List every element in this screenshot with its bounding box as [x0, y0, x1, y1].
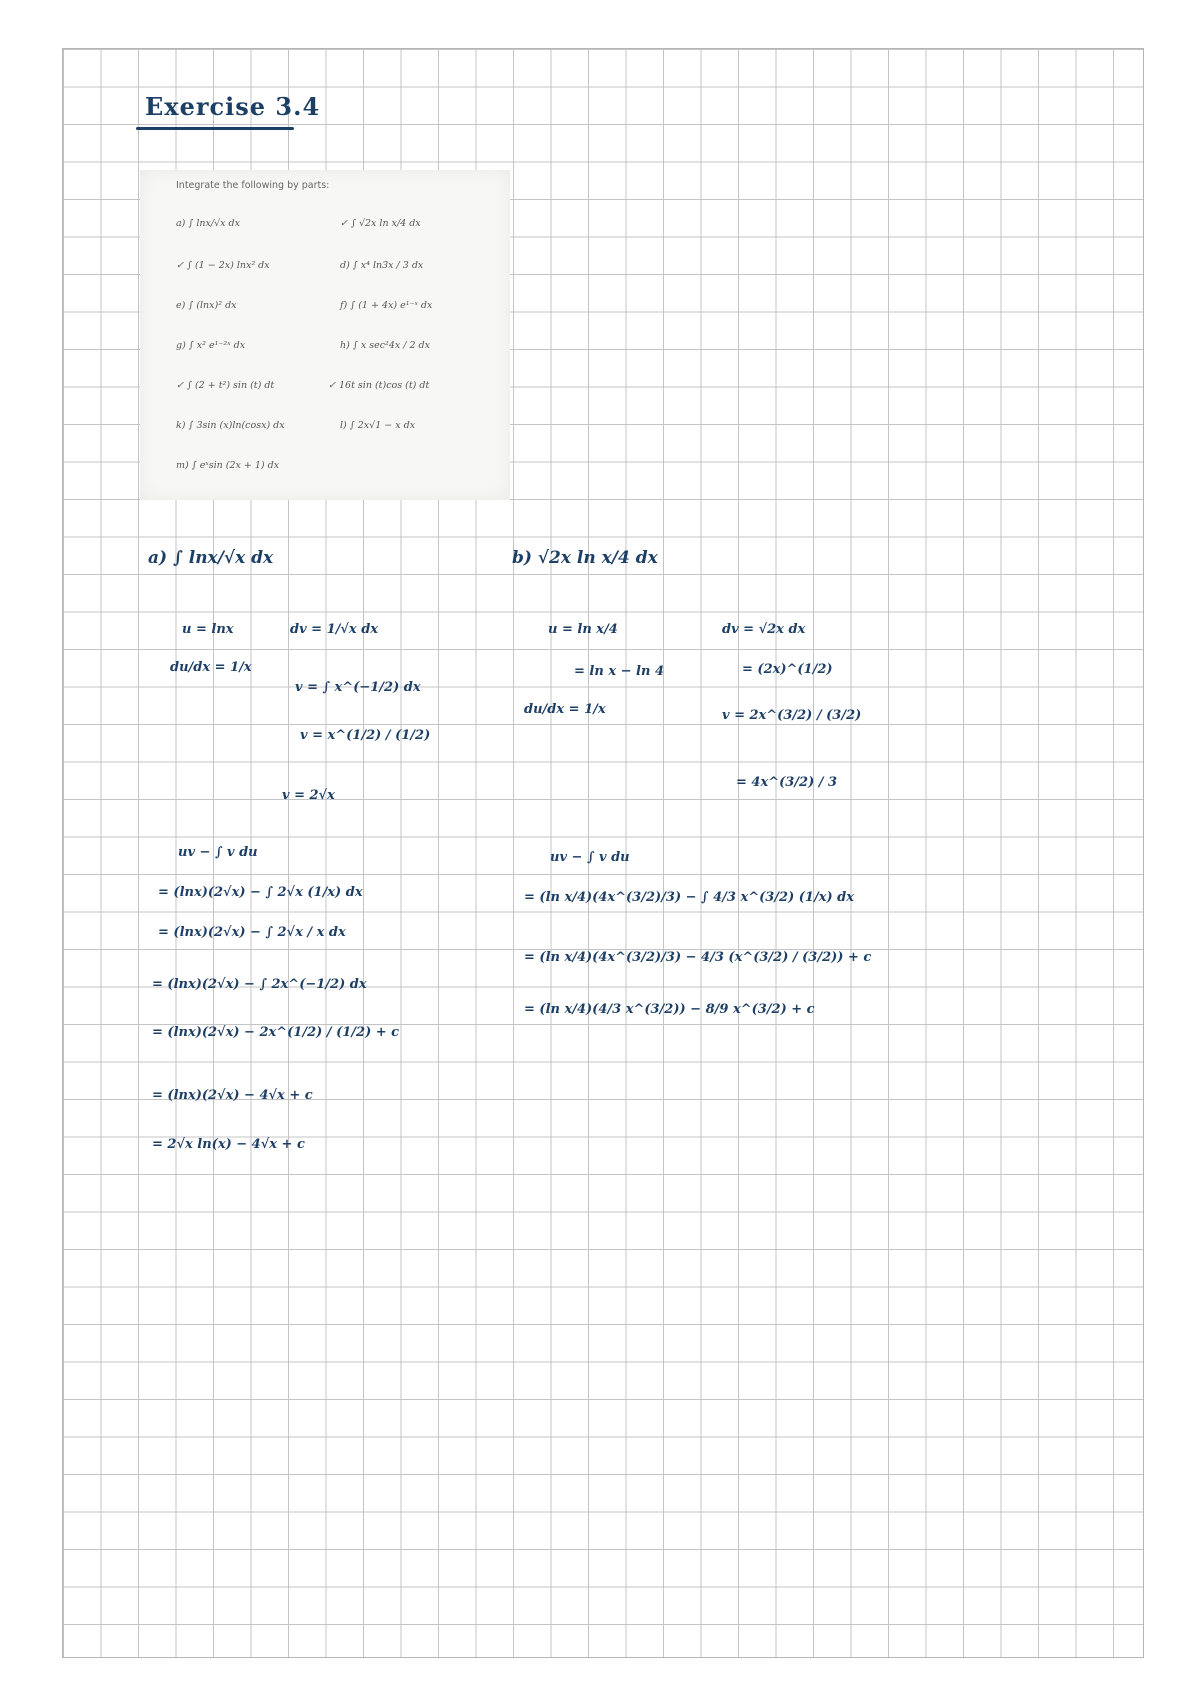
worksheet-instruction: Integrate the following by parts:: [176, 180, 330, 191]
solution-a-step-2: = (lnx)(2√x) − ∫ 2√x (1/x) dx: [158, 885, 363, 900]
worksheet-item-c: ✓ ∫ (1 − 2x) lnx² dx: [176, 260, 270, 271]
solution-a-v3: v = 2√x: [282, 788, 335, 803]
worksheet-item-g: g) ∫ x² e¹⁻²ˣ dx: [176, 340, 246, 351]
solution-b-step-2: = (ln x/4)(4x^(3/2)/3) − ∫ 4/3 x^(3/2) (1/x) dx: [524, 890, 854, 905]
solution-b-heading: b) √2x ln x/4 dx: [512, 548, 658, 568]
solution-a-heading: a) ∫ lnx/√x dx: [148, 548, 274, 568]
worksheet-item-h: h) ∫ x sec²4x / 2 dx: [340, 340, 430, 351]
exercise-title: Exercise 3.4: [145, 92, 321, 121]
solution-b-u1: u = ln x/4: [548, 622, 618, 637]
title-underline: [136, 127, 294, 130]
worksheet-item-i: ✓ ∫ (2 + t²) sin (t) dt: [176, 380, 275, 391]
solution-a-step-1: uv − ∫ v du: [178, 845, 258, 860]
worksheet-item-d: d) ∫ x⁴ ln3x / 3 dx: [340, 260, 424, 271]
solution-b-dv1: dv = √2x dx: [722, 622, 806, 637]
solution-b-v1: v = 2x^(3/2) / (3/2): [722, 708, 862, 723]
worksheet-item-a: a) ∫ lnx/√x dx: [176, 218, 240, 229]
solution-b-du: du/dx = 1/x: [524, 702, 606, 717]
solution-a-v1: v = ∫ x^(−1/2) dx: [295, 680, 421, 695]
solution-b-step-3: = (ln x/4)(4x^(3/2)/3) − 4/3 (x^(3/2) / (3/2)) + c: [524, 950, 872, 965]
solution-a-step-3: = (lnx)(2√x) − ∫ 2√x / x dx: [158, 925, 346, 940]
worksheet-item-k: k) ∫ 3sin (x)ln(cosx) dx: [176, 420, 285, 431]
solution-a-step-5: = (lnx)(2√x) − 2x^(1/2) / (1/2) + c: [152, 1025, 400, 1040]
solution-b-u2: = ln x − ln 4: [574, 664, 664, 679]
solution-a-step-4: = (lnx)(2√x) − ∫ 2x^(−1/2) dx: [152, 977, 367, 992]
solution-b-step-4: = (ln x/4)(4/3 x^(3/2)) − 8/9 x^(3/2) + c: [524, 1002, 815, 1017]
worksheet-item-b: ✓ ∫ √2x ln x/4 dx: [340, 218, 421, 229]
solution-a-step-6: = (lnx)(2√x) − 4√x + c: [152, 1088, 313, 1103]
solution-a-step-7: = 2√x ln(x) − 4√x + c: [152, 1137, 305, 1152]
solution-a-u: u = lnx: [182, 622, 234, 637]
solution-b-step-1: uv − ∫ v du: [550, 850, 630, 865]
solution-a-dv: dv = 1/√x dx: [290, 622, 379, 637]
worksheet-snippet: [140, 170, 510, 500]
solution-b-dv2: = (2x)^(1/2): [742, 662, 833, 677]
solution-a-du: du/dx = 1/x: [170, 660, 252, 675]
worksheet-item-j: ✓ 16t sin (t)cos (t) dt: [328, 380, 430, 391]
worksheet-item-e: e) ∫ (lnx)² dx: [176, 300, 237, 311]
worksheet-item-m: m) ∫ eˣsin (2x + 1) dx: [176, 460, 280, 471]
worksheet-item-l: l) ∫ 2x√1 − x dx: [340, 420, 416, 431]
solution-b-v2: = 4x^(3/2) / 3: [736, 775, 838, 790]
worksheet-item-f: f) ∫ (1 + 4x) e¹⁻ˣ dx: [340, 300, 433, 311]
solution-a-v2: v = x^(1/2) / (1/2): [300, 728, 431, 743]
